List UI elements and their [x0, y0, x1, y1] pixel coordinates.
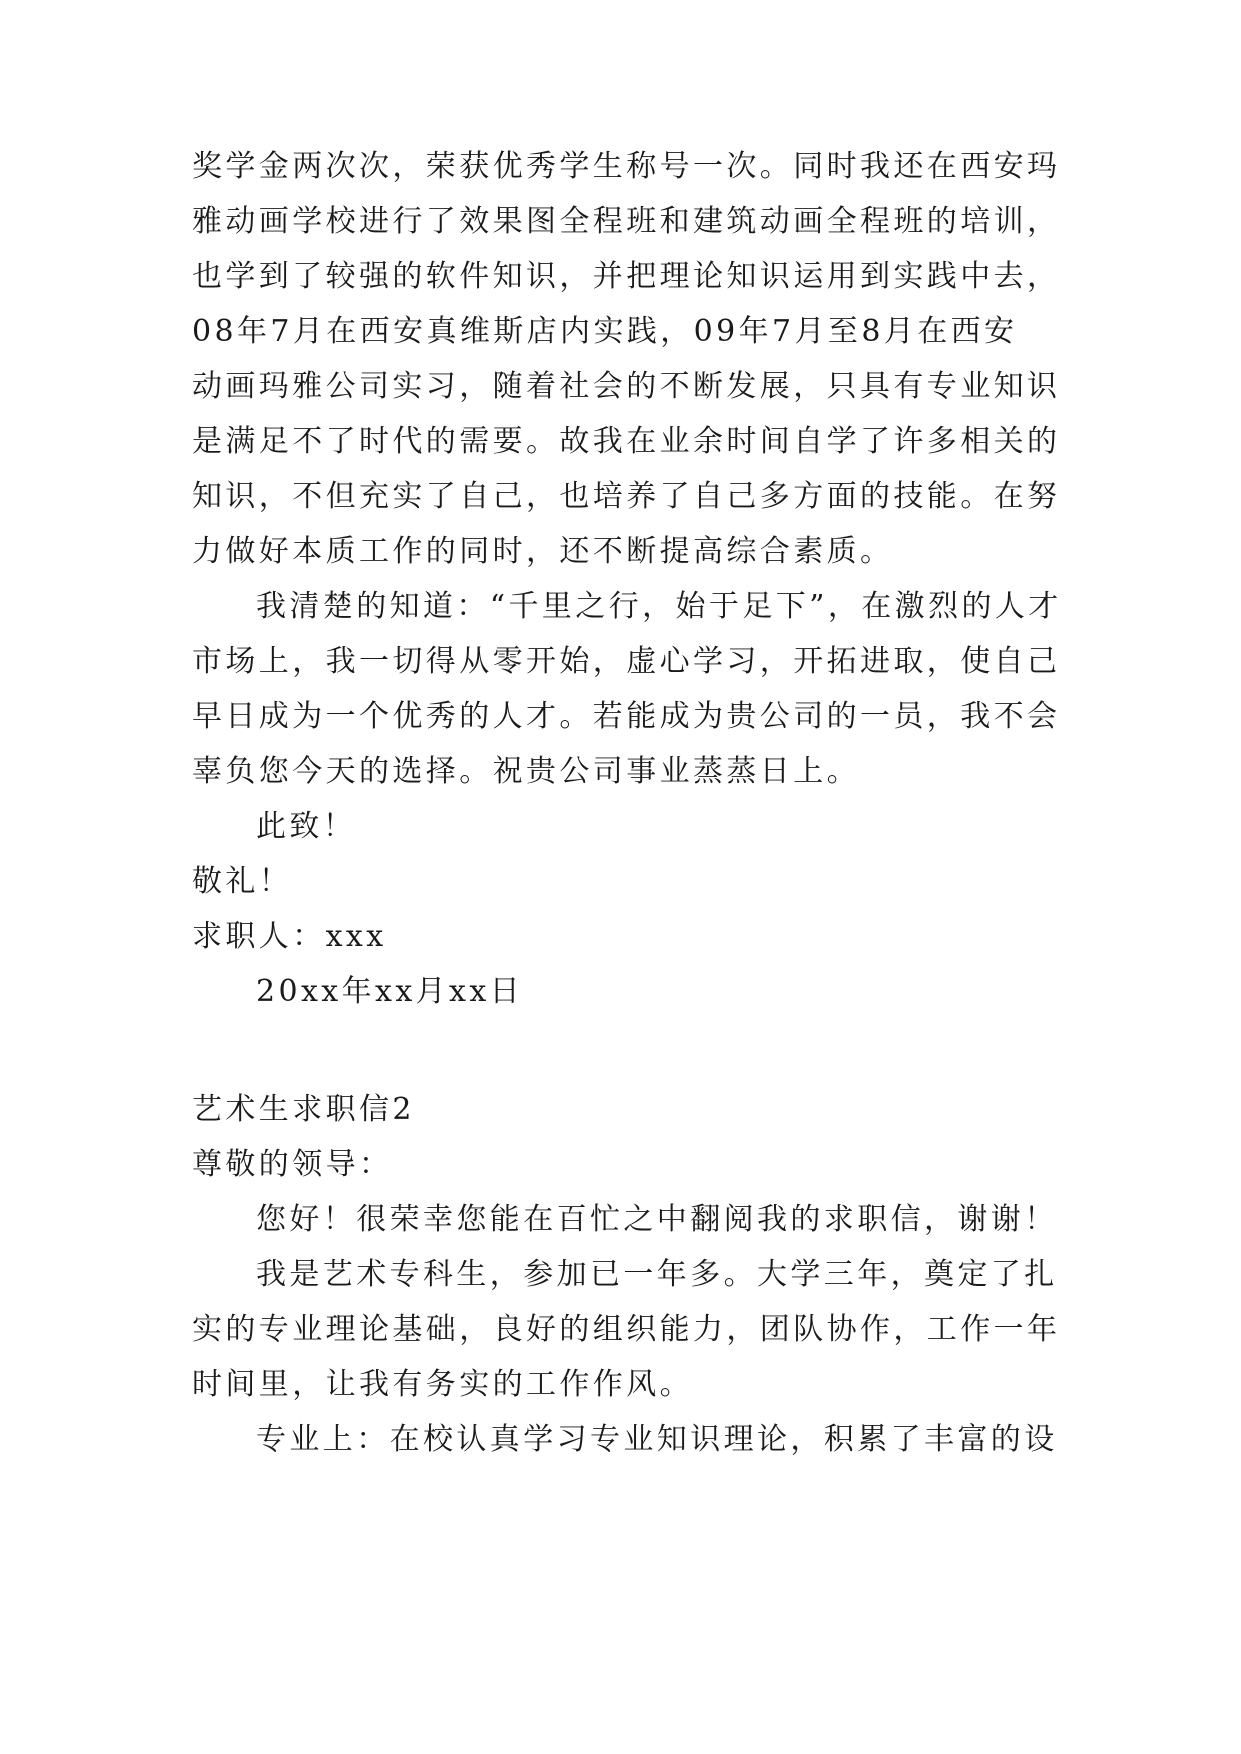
text-line: 也学到了较强的软件知识，并把理论知识运用到实践中去，	[192, 259, 1061, 294]
paragraph-start: 您好！很荣幸您能在百忙之中翻阅我的求职信，谢谢！	[256, 1202, 1058, 1237]
closing-regards: 敬礼！	[192, 864, 293, 899]
text-line: 08年7月在西安真维斯店内实践，09年7月至8月在西安	[192, 314, 1018, 349]
paragraph-start: 我清楚的知道：“千里之行，始于足下”，在激烈的人才	[256, 589, 1062, 624]
letter-date: 20xx年xx月xx日	[256, 974, 524, 1009]
paragraph-start: 专业上：在校认真学习专业知识理论，积累了丰富的设	[256, 1422, 1058, 1457]
text-line: 实的专业理论基础，良好的组织能力，团队协作，工作一年	[192, 1312, 1061, 1347]
text-line: 动画玛雅公司实习，随着社会的不断发展，只具有专业知识	[192, 369, 1061, 404]
text-line: 市场上，我一切得从零开始，虚心学习，开拓进取，使自己	[192, 644, 1061, 679]
letter-greeting: 尊敬的领导：	[192, 1147, 393, 1182]
text-line: 早日成为一个优秀的人才。若能成为贵公司的一员，我不会	[192, 699, 1061, 734]
text-line: 知识，不但充实了自己，也培养了自己多方面的技能。在努	[192, 479, 1061, 514]
applicant-signature: 求职人：xxx	[192, 919, 387, 954]
text-line: 时间里，让我有务实的工作作风。	[192, 1367, 693, 1402]
text-line: 雅动画学校进行了效果图全程班和建筑动画全程班的培训，	[192, 204, 1061, 239]
section-title: 艺术生求职信2	[192, 1092, 415, 1127]
text-line: 是满足不了时代的需要。故我在业余时间自学了许多相关的	[192, 424, 1061, 459]
closing-salutation: 此致！	[256, 809, 357, 844]
paragraph-start: 我是艺术专科生，参加已一年多。大学三年，奠定了扎	[256, 1257, 1058, 1292]
text-line: 辜负您今天的选择。祝贵公司事业蒸蒸日上。	[192, 754, 860, 789]
text-line: 奖学金两次次，荣获优秀学生称号一次。同时我还在西安玛	[192, 149, 1061, 184]
text-line: 力做好本质工作的同时，还不断提高综合素质。	[192, 534, 894, 569]
